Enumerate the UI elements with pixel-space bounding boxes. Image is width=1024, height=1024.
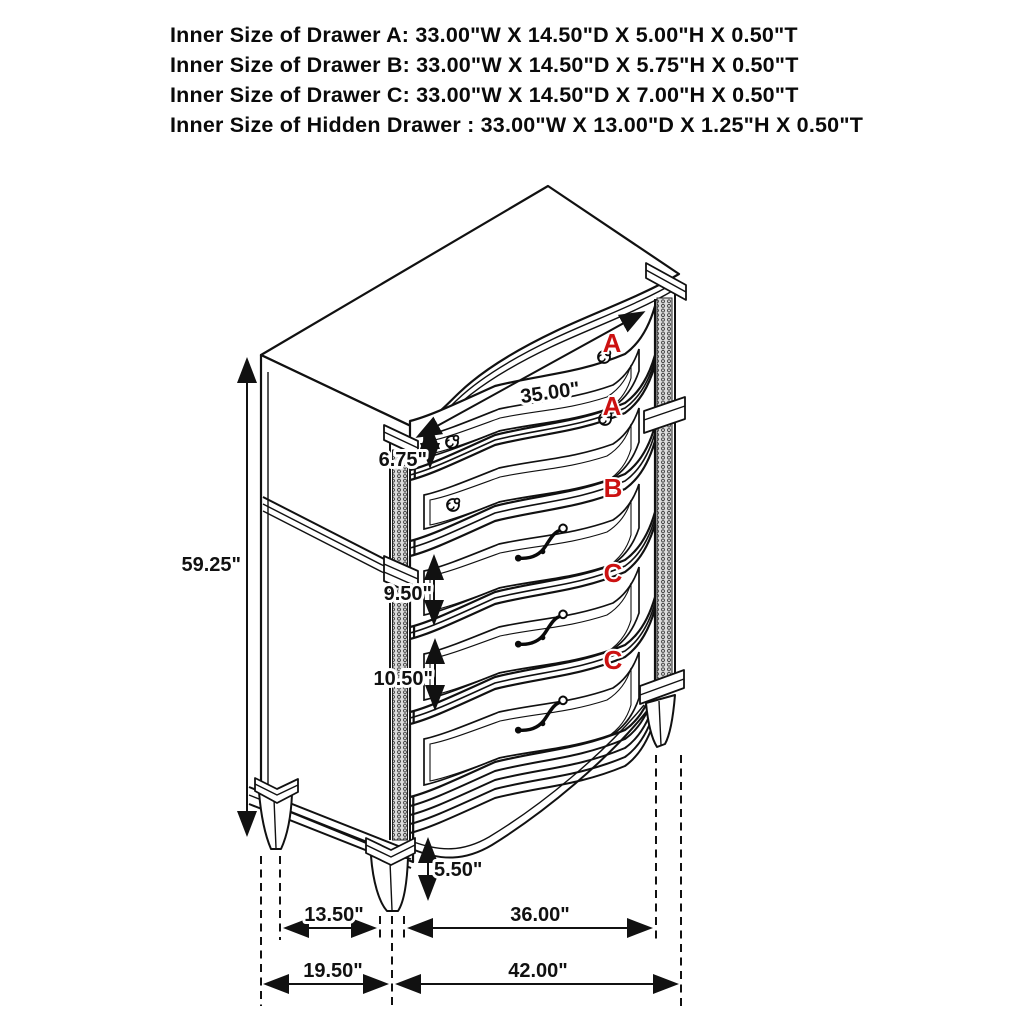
dim-drawer-b-height-label: 9.50" (383, 583, 432, 605)
title-line-drawer-b: Inner Size of Drawer B: 33.00"W X 14.50"D X 5.75"H X 0.50"T (170, 53, 799, 77)
dim-drawer-a-height-label: 6.75" (378, 449, 427, 471)
dim-leg-height (428, 841, 482, 897)
dim-overall-width-label: 42.00" (508, 960, 568, 982)
label-drawer-c1: C (603, 558, 623, 588)
label-drawer-c2: C (603, 645, 623, 675)
dim-front-inner-width (411, 904, 649, 928)
dim-side-inner-depth (287, 904, 373, 928)
label-drawer-a2: A (602, 391, 622, 421)
front-left-leg (366, 838, 415, 911)
title-line-drawer-a: Inner Size of Drawer A: 33.00"W X 14.50"D X 5.00"H X 0.50"T (170, 23, 798, 47)
label-drawer-b: B (603, 473, 623, 503)
label-drawer-a1: A (602, 328, 622, 358)
dim-front-inner-width-label: 36.00" (510, 904, 570, 926)
title-line-hidden-drawer: Inner Size of Hidden Drawer : 33.00"W X 13.00"D X 1.25"H X 0.50"T (170, 113, 864, 137)
knob-drawer-a1-left (446, 436, 458, 448)
dim-side-inner-depth-label: 13.50" (304, 904, 364, 926)
dim-leg-height-label: 5.50" (434, 859, 483, 881)
dim-overall-depth-label: 19.50" (303, 960, 363, 982)
title-line-drawer-c: Inner Size of Drawer C: 33.00"W X 14.50"D X 7.00"H X 0.50"T (170, 83, 799, 107)
dim-overall-width (399, 960, 675, 984)
dim-drawer-c-height-label: 10.50" (373, 668, 433, 690)
dim-overall-height (181, 361, 247, 833)
dim-overall-height-label: 59.25" (181, 554, 241, 576)
knob-drawer-a2-left (447, 499, 459, 511)
dim-overall-depth (267, 960, 385, 984)
dim-top-width-label: 35.00" (519, 378, 582, 409)
